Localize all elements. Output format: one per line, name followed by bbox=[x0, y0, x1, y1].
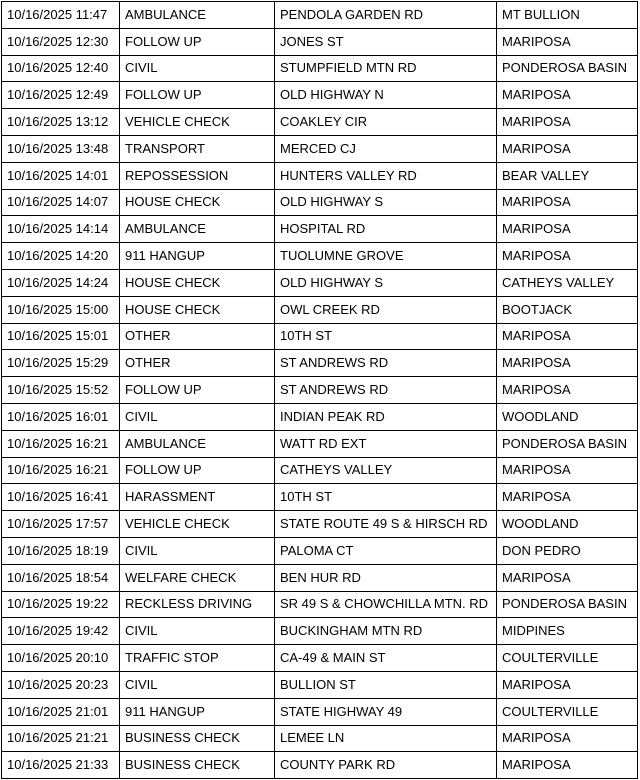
area-cell: MIDPINES bbox=[497, 618, 638, 645]
datetime-cell: 10/16/2025 12:49 bbox=[2, 82, 120, 109]
table-row bbox=[2, 430, 638, 457]
area-cell: MARIPOSA bbox=[497, 350, 638, 377]
call-type-cell: FOLLOW UP bbox=[120, 82, 275, 109]
table-row bbox=[2, 591, 638, 618]
datetime-cell: 10/16/2025 16:41 bbox=[2, 484, 120, 511]
datetime-cell: 10/16/2025 14:24 bbox=[2, 269, 120, 296]
call-type-cell: CIVIL bbox=[120, 403, 275, 430]
table-row bbox=[2, 323, 638, 350]
area-cell: MARIPOSA bbox=[497, 377, 638, 404]
call-type-cell: AMBULANCE bbox=[120, 430, 275, 457]
call-type-cell: WELFARE CHECK bbox=[120, 564, 275, 591]
table-row bbox=[2, 216, 638, 243]
datetime-cell: 10/16/2025 20:10 bbox=[2, 645, 120, 672]
location-cell: STATE HIGHWAY 49 bbox=[275, 698, 497, 725]
call-type-cell: HARASSMENT bbox=[120, 484, 275, 511]
area-cell: PONDEROSA BASIN bbox=[497, 591, 638, 618]
datetime-cell: 10/16/2025 16:01 bbox=[2, 403, 120, 430]
area-cell: PONDEROSA BASIN bbox=[497, 55, 638, 82]
location-cell: ST ANDREWS RD bbox=[275, 377, 497, 404]
location-cell: BEN HUR RD bbox=[275, 564, 497, 591]
location-cell: CA-49 & MAIN ST bbox=[275, 645, 497, 672]
call-type-cell: CIVIL bbox=[120, 537, 275, 564]
area-cell: MARIPOSA bbox=[497, 671, 638, 698]
area-cell: MARIPOSA bbox=[497, 484, 638, 511]
area-cell: MARIPOSA bbox=[497, 243, 638, 270]
datetime-cell: 10/16/2025 21:21 bbox=[2, 725, 120, 752]
call-type-cell: 911 HANGUP bbox=[120, 698, 275, 725]
call-type-cell: HOUSE CHECK bbox=[120, 269, 275, 296]
datetime-cell: 10/16/2025 14:01 bbox=[2, 162, 120, 189]
table-row bbox=[2, 484, 638, 511]
call-type-cell: 911 HANGUP bbox=[120, 243, 275, 270]
location-cell: STUMPFIELD MTN RD bbox=[275, 55, 497, 82]
call-type-cell: RECKLESS DRIVING bbox=[120, 591, 275, 618]
datetime-cell: 10/16/2025 19:42 bbox=[2, 618, 120, 645]
area-cell: MARIPOSA bbox=[497, 564, 638, 591]
datetime-cell: 10/16/2025 14:14 bbox=[2, 216, 120, 243]
call-type-cell: OTHER bbox=[120, 350, 275, 377]
call-log-table bbox=[1, 1, 638, 779]
datetime-cell: 10/16/2025 14:07 bbox=[2, 189, 120, 216]
datetime-cell: 10/16/2025 18:54 bbox=[2, 564, 120, 591]
datetime-cell: 10/16/2025 14:20 bbox=[2, 243, 120, 270]
location-cell: COAKLEY CIR bbox=[275, 109, 497, 136]
table-row bbox=[2, 725, 638, 752]
datetime-cell: 10/16/2025 16:21 bbox=[2, 430, 120, 457]
datetime-cell: 10/16/2025 20:23 bbox=[2, 671, 120, 698]
call-type-cell: VEHICLE CHECK bbox=[120, 109, 275, 136]
datetime-cell: 10/16/2025 15:52 bbox=[2, 377, 120, 404]
location-cell: STATE ROUTE 49 S & HIRSCH RD bbox=[275, 511, 497, 538]
area-cell: MARIPOSA bbox=[497, 28, 638, 55]
call-type-cell: FOLLOW UP bbox=[120, 377, 275, 404]
area-cell: WOODLAND bbox=[497, 511, 638, 538]
call-type-cell: CIVIL bbox=[120, 55, 275, 82]
table-row bbox=[2, 564, 638, 591]
call-type-cell: REPOSSESSION bbox=[120, 162, 275, 189]
table-row bbox=[2, 671, 638, 698]
datetime-cell: 10/16/2025 16:21 bbox=[2, 457, 120, 484]
call-type-cell: OTHER bbox=[120, 323, 275, 350]
call-type-cell: FOLLOW UP bbox=[120, 457, 275, 484]
call-type-cell: BUSINESS CHECK bbox=[120, 725, 275, 752]
table-row bbox=[2, 55, 638, 82]
location-cell: BULLION ST bbox=[275, 671, 497, 698]
location-cell: INDIAN PEAK RD bbox=[275, 403, 497, 430]
area-cell: MARIPOSA bbox=[497, 135, 638, 162]
area-cell: MARIPOSA bbox=[497, 457, 638, 484]
location-cell: TUOLUMNE GROVE bbox=[275, 243, 497, 270]
location-cell: PENDOLA GARDEN RD bbox=[275, 2, 497, 29]
datetime-cell: 10/16/2025 12:30 bbox=[2, 28, 120, 55]
table-row bbox=[2, 350, 638, 377]
call-log-body bbox=[2, 2, 638, 779]
area-cell: BEAR VALLEY bbox=[497, 162, 638, 189]
datetime-cell: 10/16/2025 18:19 bbox=[2, 537, 120, 564]
area-cell: WOODLAND bbox=[497, 403, 638, 430]
table-row bbox=[2, 511, 638, 538]
call-type-cell: CIVIL bbox=[120, 671, 275, 698]
datetime-cell: 10/16/2025 21:01 bbox=[2, 698, 120, 725]
area-cell: BOOTJACK bbox=[497, 296, 638, 323]
location-cell: OWL CREEK RD bbox=[275, 296, 497, 323]
table-row bbox=[2, 109, 638, 136]
call-type-cell: AMBULANCE bbox=[120, 216, 275, 243]
area-cell: COULTERVILLE bbox=[497, 645, 638, 672]
location-cell: OLD HIGHWAY S bbox=[275, 189, 497, 216]
location-cell: OLD HIGHWAY S bbox=[275, 269, 497, 296]
location-cell: WATT RD EXT bbox=[275, 430, 497, 457]
table-row bbox=[2, 752, 638, 779]
location-cell: ST ANDREWS RD bbox=[275, 350, 497, 377]
call-type-cell: CIVIL bbox=[120, 618, 275, 645]
location-cell: PALOMA CT bbox=[275, 537, 497, 564]
datetime-cell: 10/16/2025 12:40 bbox=[2, 55, 120, 82]
datetime-cell: 10/16/2025 15:01 bbox=[2, 323, 120, 350]
table-row bbox=[2, 243, 638, 270]
call-type-cell: TRANSPORT bbox=[120, 135, 275, 162]
datetime-cell: 10/16/2025 13:48 bbox=[2, 135, 120, 162]
location-cell: BUCKINGHAM MTN RD bbox=[275, 618, 497, 645]
table-row bbox=[2, 618, 638, 645]
call-type-cell: VEHICLE CHECK bbox=[120, 511, 275, 538]
area-cell: MARIPOSA bbox=[497, 82, 638, 109]
call-type-cell: FOLLOW UP bbox=[120, 28, 275, 55]
location-cell: 10TH ST bbox=[275, 323, 497, 350]
table-row bbox=[2, 403, 638, 430]
datetime-cell: 10/16/2025 15:29 bbox=[2, 350, 120, 377]
call-type-cell: TRAFFIC STOP bbox=[120, 645, 275, 672]
area-cell: DON PEDRO bbox=[497, 537, 638, 564]
table-row bbox=[2, 698, 638, 725]
call-type-cell: HOUSE CHECK bbox=[120, 189, 275, 216]
table-row bbox=[2, 2, 638, 29]
area-cell: MARIPOSA bbox=[497, 725, 638, 752]
datetime-cell: 10/16/2025 11:47 bbox=[2, 2, 120, 29]
table-row bbox=[2, 135, 638, 162]
table-row bbox=[2, 269, 638, 296]
area-cell: MARIPOSA bbox=[497, 216, 638, 243]
table-row bbox=[2, 645, 638, 672]
location-cell: HUNTERS VALLEY RD bbox=[275, 162, 497, 189]
area-cell: CATHEYS VALLEY bbox=[497, 269, 638, 296]
datetime-cell: 10/16/2025 13:12 bbox=[2, 109, 120, 136]
location-cell: MERCED CJ bbox=[275, 135, 497, 162]
table-row bbox=[2, 457, 638, 484]
table-row bbox=[2, 377, 638, 404]
table-row bbox=[2, 189, 638, 216]
area-cell: MARIPOSA bbox=[497, 752, 638, 779]
area-cell: PONDEROSA BASIN bbox=[497, 430, 638, 457]
table-row bbox=[2, 28, 638, 55]
table-row bbox=[2, 82, 638, 109]
location-cell: COUNTY PARK RD bbox=[275, 752, 497, 779]
location-cell: LEMEE LN bbox=[275, 725, 497, 752]
location-cell: OLD HIGHWAY N bbox=[275, 82, 497, 109]
datetime-cell: 10/16/2025 17:57 bbox=[2, 511, 120, 538]
area-cell: MARIPOSA bbox=[497, 323, 638, 350]
location-cell: HOSPITAL RD bbox=[275, 216, 497, 243]
call-type-cell: BUSINESS CHECK bbox=[120, 752, 275, 779]
location-cell: 10TH ST bbox=[275, 484, 497, 511]
call-type-cell: AMBULANCE bbox=[120, 2, 275, 29]
area-cell: MT BULLION bbox=[497, 2, 638, 29]
area-cell: COULTERVILLE bbox=[497, 698, 638, 725]
area-cell: MARIPOSA bbox=[497, 109, 638, 136]
datetime-cell: 10/16/2025 15:00 bbox=[2, 296, 120, 323]
table-row bbox=[2, 296, 638, 323]
location-cell: CATHEYS VALLEY bbox=[275, 457, 497, 484]
datetime-cell: 10/16/2025 21:33 bbox=[2, 752, 120, 779]
location-cell: SR 49 S & CHOWCHILLA MTN. RD bbox=[275, 591, 497, 618]
table-row bbox=[2, 162, 638, 189]
datetime-cell: 10/16/2025 19:22 bbox=[2, 591, 120, 618]
table-row bbox=[2, 537, 638, 564]
call-type-cell: HOUSE CHECK bbox=[120, 296, 275, 323]
location-cell: JONES ST bbox=[275, 28, 497, 55]
area-cell: MARIPOSA bbox=[497, 189, 638, 216]
